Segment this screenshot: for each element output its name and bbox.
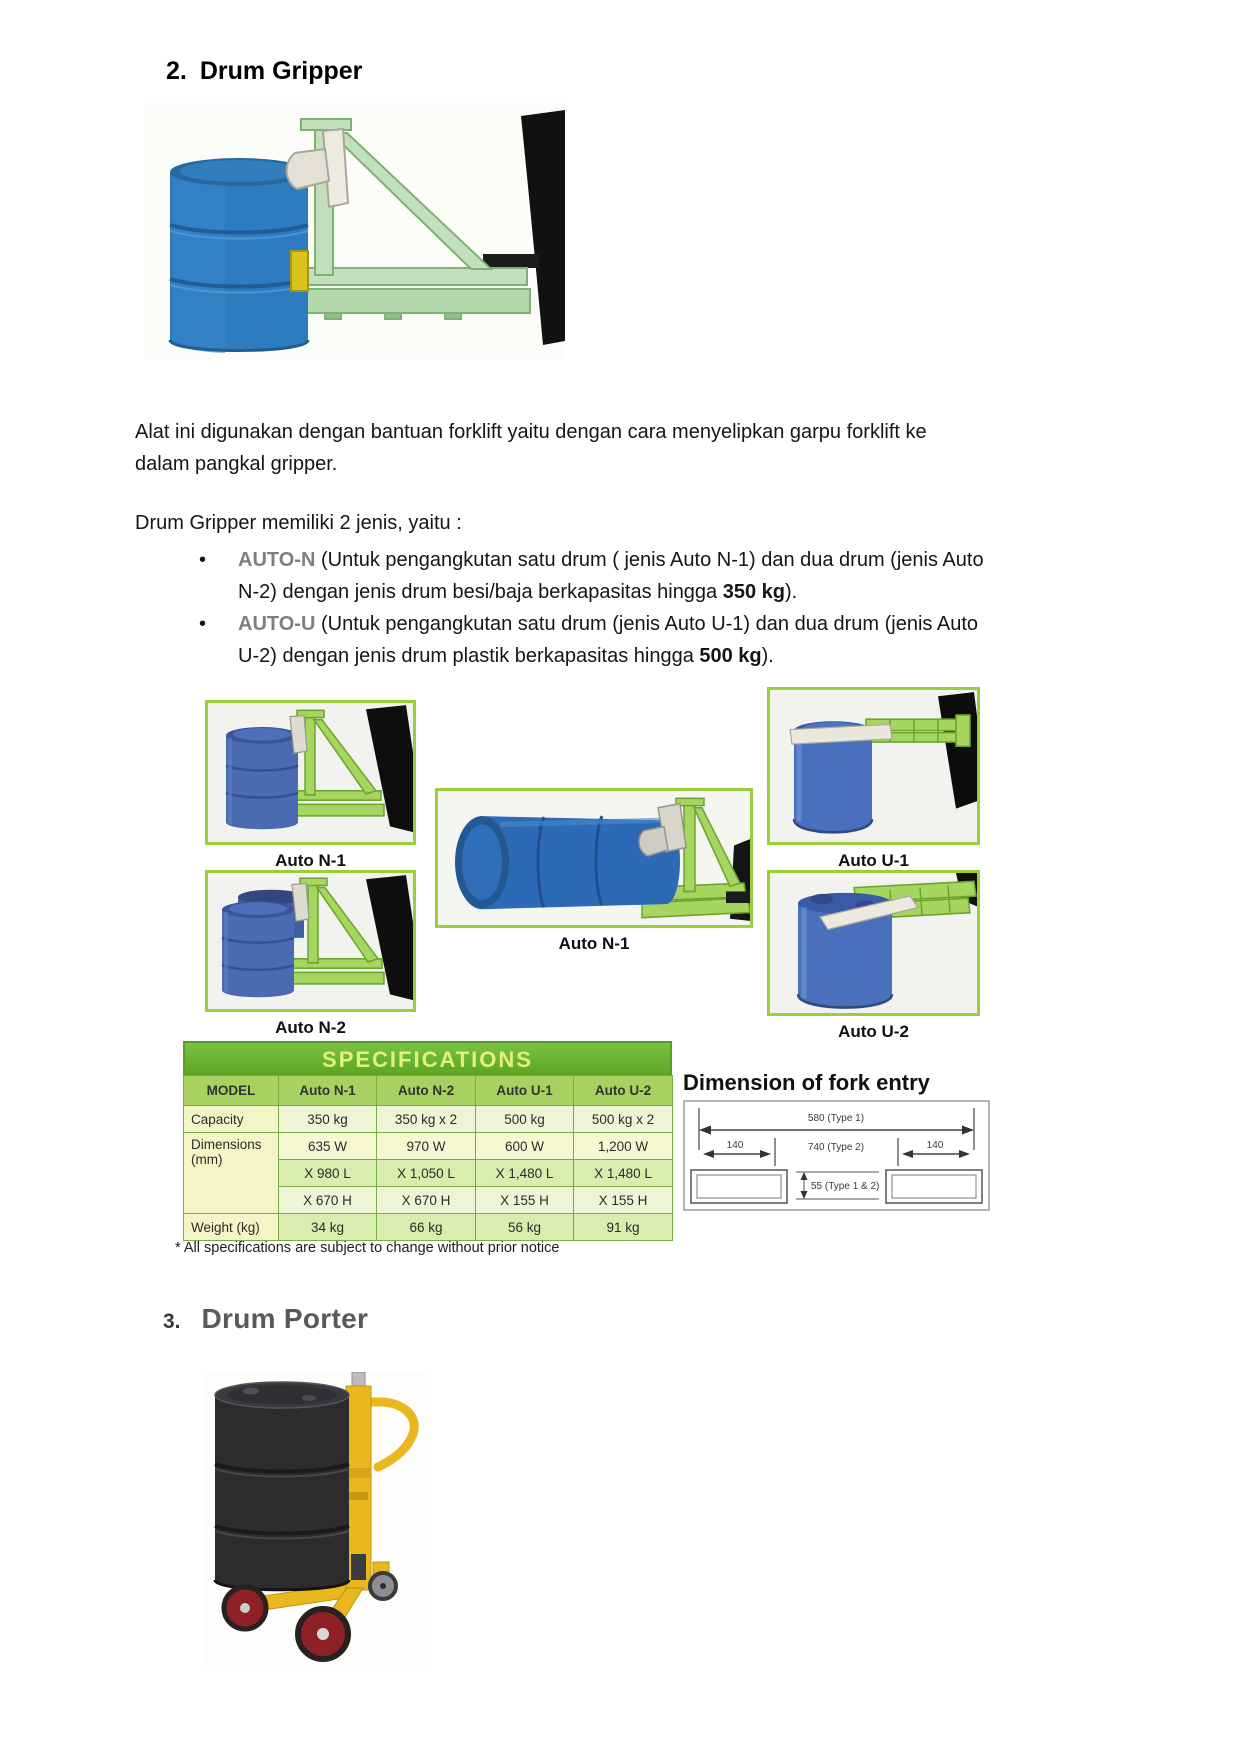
row-label: Capacity [184, 1106, 279, 1133]
types-bullet-list [199, 544, 1109, 672]
table-cell: 66 kg [377, 1214, 476, 1241]
types-intro-line: Drum Gripper memiliki 2 jenis, yaitu : [135, 512, 462, 534]
table-cell: X 980 L [279, 1160, 377, 1187]
fork-entry-diagram [683, 1100, 990, 1216]
figure-frame [205, 870, 416, 1012]
figure-caption: Auto U-2 [838, 1022, 909, 1041]
drum-gripper-photo [145, 103, 565, 360]
table-cell: 350 kg [279, 1106, 377, 1133]
table-header-row [184, 1076, 673, 1106]
bullet-line [238, 608, 978, 640]
table-cell: 1,200 W [574, 1133, 673, 1160]
table-cell: X 155 H [574, 1187, 673, 1214]
figure-auto-n1-middle [435, 788, 753, 954]
figure-auto-u1 [767, 687, 980, 871]
table-title: SPECIFICATIONS [183, 1041, 672, 1075]
dim-label-140-right: 140 [926, 1140, 944, 1151]
blue-drum [222, 901, 294, 997]
figure-frame [767, 870, 980, 1016]
auto-n2-illustration [208, 873, 413, 1009]
list-item-auto-u [199, 608, 1109, 672]
column-header: Auto N-2 [377, 1076, 476, 1106]
figure-auto-n1 [205, 700, 416, 871]
section-number: 2. [166, 57, 187, 85]
table-cell: X 670 H [377, 1187, 476, 1214]
figure-caption: Auto U-1 [838, 851, 909, 870]
bullet-text: ). [761, 645, 774, 667]
column-header: MODEL [184, 1076, 279, 1106]
dim-label-140-left: 140 [726, 1140, 744, 1151]
figure-auto-u2 [767, 870, 980, 1042]
figure-auto-n2 [205, 870, 416, 1038]
figure-caption: Auto N-1 [275, 851, 346, 870]
row-label: Weight (kg) [184, 1214, 279, 1241]
keyword-auto-n: AUTO-N [238, 549, 316, 571]
table-cell: 600 W [476, 1133, 574, 1160]
figure-frame [205, 700, 416, 845]
blue-drum [226, 727, 298, 829]
table-cell: 635 W [279, 1133, 377, 1160]
bullet-text: ). [785, 581, 798, 603]
row-label: Dimensions (mm) [184, 1133, 279, 1214]
capacity-value: 350 kg [722, 581, 786, 603]
figure-caption: Auto N-2 [275, 1018, 346, 1037]
bullet-line [238, 640, 978, 672]
table-cell: X 155 H [476, 1187, 574, 1214]
section-heading-drum-porter [163, 1303, 368, 1335]
table-cell: X 1,050 L [377, 1160, 476, 1187]
bullet-text: N-2) dengan jenis drum besi/baja berkapasitas hingga [238, 581, 723, 603]
table-cell: 970 W [377, 1133, 476, 1160]
column-header: Auto U-1 [476, 1076, 574, 1106]
fork-tip [726, 892, 750, 904]
capacity-value: 500 kg [699, 645, 762, 667]
auto-n1-illustration [208, 703, 413, 842]
table-cell: 500 kg x 2 [574, 1106, 673, 1133]
table-cell: X 1,480 L [574, 1160, 673, 1187]
figure-caption: Auto N-1 [558, 934, 630, 953]
column-header: Auto N-1 [279, 1076, 377, 1106]
figure-frame [767, 687, 980, 845]
section-number: 3. [163, 1310, 181, 1333]
dim-label-580: 580 (Type 1) [807, 1113, 865, 1124]
bullet-text: U-2) dengan jenis drum plastik berkapasitas hingga [238, 645, 700, 667]
bullet-text: (Untuk pengangkutan satu drum ( jenis Auto N-1) dan dua drum (jenis Auto [315, 549, 984, 571]
intro-paragraph [135, 416, 1125, 480]
table-cell: 34 kg [279, 1214, 377, 1241]
column-header: Auto U-2 [574, 1076, 673, 1106]
blue-drum [170, 158, 308, 353]
dim-label-55: 55 (Type 1 & 2) [811, 1181, 880, 1192]
table-cell: X 670 H [279, 1187, 377, 1214]
specifications-table [183, 1041, 672, 1241]
section-heading-drum-gripper [166, 57, 362, 86]
dim-label-740: 740 (Type 2) [807, 1142, 865, 1153]
porter-column [346, 1372, 371, 1590]
figure-frame [435, 788, 753, 928]
bullet-line [238, 544, 984, 576]
section-title: Drum Porter [201, 1303, 369, 1334]
table-cell: 91 kg [574, 1214, 673, 1241]
auto-u1-illustration [770, 690, 977, 842]
table-row-capacity [184, 1106, 673, 1133]
table-row-weight [184, 1214, 673, 1241]
table-cell: 500 kg [476, 1106, 574, 1133]
drum-gripper-illustration [145, 103, 565, 360]
auto-n1-horizontal-illustration [438, 791, 750, 925]
drum-porter-photo [205, 1372, 430, 1667]
black-drum [215, 1382, 349, 1590]
table-row-dimensions-w [184, 1133, 673, 1160]
keyword-auto-u: AUTO-U [238, 613, 316, 635]
paragraph-line: Alat ini digunakan dengan bantuan forklift yaitu dengan cara menyelipkan garpu forklift ke [135, 421, 927, 443]
paragraph-line: dalam pangkal gripper. [135, 453, 338, 475]
table-cell: 56 kg [476, 1214, 574, 1241]
bullet-marker: • [199, 549, 207, 571]
bullet-marker: • [199, 613, 207, 635]
table-footnote: * All specifications are subject to change without prior notice [175, 1240, 560, 1256]
fork-entry-title: Dimension of fork entry [683, 1070, 930, 1095]
section-title: Drum Gripper [199, 57, 363, 85]
auto-u2-illustration [770, 873, 977, 1013]
table-cell: 350 kg x 2 [377, 1106, 476, 1133]
list-item-auto-n [199, 544, 1109, 608]
drum-porter-illustration [205, 1372, 430, 1667]
table-cell: X 1,480 L [476, 1160, 574, 1187]
bullet-line [238, 576, 984, 608]
bullet-text: (Untuk pengangkutan satu drum (jenis Auto U-1) dan dua drum (jenis Auto [315, 613, 979, 635]
